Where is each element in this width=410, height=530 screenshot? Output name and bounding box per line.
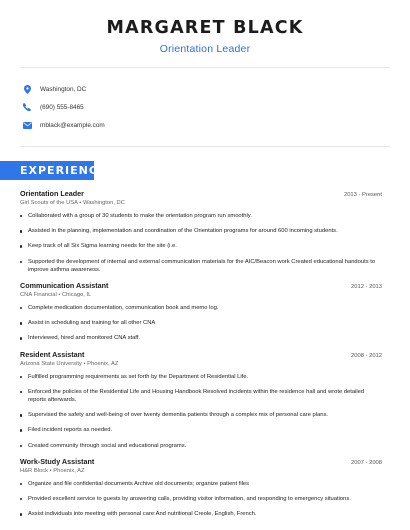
job-dates: 2008 - 2012 [351,352,382,359]
job-company: H&R Block [20,467,49,474]
phone-text: (690) 555-8465 [40,103,84,111]
bullet-item: Keep track of all Six Sigma learning needs for the site (i.e. [20,242,382,250]
contact-location [22,84,86,94]
job-location: Chicago, IL [62,292,92,299]
header-divider [20,67,390,68]
bullet-item: Collaborated with a group of 30 students to make the orientation program run smoothly. [20,212,382,220]
location-text: Washington, DC [40,85,87,93]
envelope-icon [22,120,32,130]
job-bullets [20,373,382,450]
bullet-item: Filed incident reports as needed. [20,426,382,434]
job-entry [20,350,382,450]
job-company-line: Girl Scouts of the USA • Washington, DC [20,200,125,206]
bullet-item: Organize and file confidential documents Archive old documents; organize patient files [20,480,382,488]
job-company-line: H&R Block • Phoenix, AZ [20,467,85,474]
bullet-item: Interviewed, hired and monitored CNA staff. [20,334,382,342]
job-entry [20,281,382,343]
job-title: Communication Assistant [20,281,109,291]
job-title: Resident Assistant [20,349,85,359]
bullet-item: Supported the development of internal and external communication materials for the AIC/Beacon work Created educational handouts to improve asthma awareness. [20,258,382,274]
candidate-role: Orientation Leader [159,43,251,55]
contact-phone [22,102,84,112]
map-pin-icon [22,84,32,94]
bullet-item: Provided excellent service to guests by answering calls, providing visitor information, and responding to emergency situations. [20,495,382,503]
job-company-line: CNA Financial • Chicago, IL [20,292,92,299]
email-text: mblack@example.com [40,121,105,129]
job-company: Girl Scouts of the USA [20,200,78,206]
bullet-item: Assisted in the planning, implementation and coordination of the Orientation programs for around 600 incoming students. [20,227,382,235]
bullet-item: Assist individuals into meeting with personal care:And nutritional Creole, English, French. [20,510,382,518]
phone-icon [22,102,32,112]
job-title: Orientation Leader [20,189,84,198]
job-dates: 2012 - 2013 [351,284,382,291]
job-bullets [20,480,382,519]
job-company-line: Arizona State University • Phoenix, AZ [20,360,119,367]
job-dates: 2013 - Present [343,192,382,198]
contact-divider [20,146,390,147]
contact-email [22,120,105,130]
candidate-name: MARGARET BLACK [106,18,304,38]
job-location: Phoenix, AZ [87,360,119,367]
job-dates: 2007 - 2008 [351,459,382,466]
bullet-item: Complete medication documentation, communication book and memo log. [20,304,382,312]
bullet-item: Assist in scheduling and training for all other CNA [20,319,382,327]
job-title: Work-Study Assistant [20,456,95,466]
bullet-item: Enforced the policies of the Residential Life and Housing Handbook Resolved incidents within the residence hall and wrote detailed reports afterwards. [20,388,382,404]
job-entry [20,457,382,519]
job-bullets [20,304,382,343]
bullet-item: Supervised the safety and well-being of over twenty dementia patients through a complex mix of personal care plans. [20,411,382,419]
bullet-item: Fulfilled programming requirements as set forth by the Department of Residential Life. [20,373,382,381]
job-entry [20,189,382,274]
job-location: Washington, DC [82,200,125,206]
experience-heading: EXPERIENCE [0,161,94,180]
resume-header [0,0,410,55]
job-company: Arizona State University [20,360,82,367]
experience-list [20,189,382,525]
bullet-item: Created community through social and educational programs. [20,442,382,450]
job-company: CNA Financial [20,292,57,299]
job-bullets [20,212,382,274]
job-location: Phoenix, AZ [53,467,85,474]
